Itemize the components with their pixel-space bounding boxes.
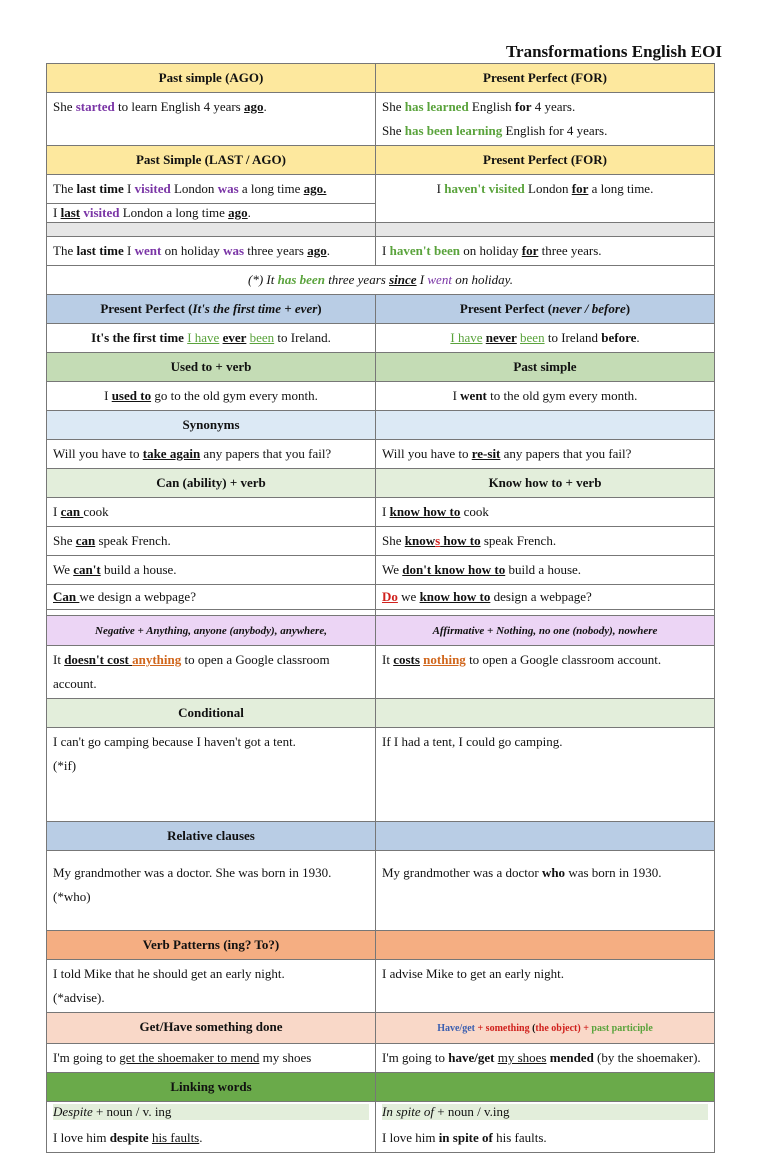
example-cell: Despite + noun / v. ing I love him despite his faults.	[47, 1102, 376, 1153]
table-row	[47, 1044, 715, 1073]
section-header-past-simple: Past simple	[376, 353, 715, 382]
section-header-past-simple-ago: Past simple (AGO)	[47, 64, 376, 93]
table-row	[47, 728, 715, 822]
section-header-know-how-to: Know how to + verb	[376, 469, 715, 498]
table-row	[47, 585, 715, 610]
example-cell: I know how to cook	[376, 498, 715, 527]
example-cell: I can cook	[47, 498, 376, 527]
section-header-can-ability: Can (ability) + verb	[47, 469, 376, 498]
table-row	[47, 1073, 715, 1102]
example-cell: We can't build a house.	[47, 556, 376, 585]
example-cell: I went to the old gym every month.	[376, 382, 715, 411]
section-header-affirmative-nothing: Affirmative + Nothing, no one (nobody), nowhere	[376, 616, 715, 646]
table-row	[47, 498, 715, 527]
table-row	[47, 931, 715, 960]
table-row	[47, 93, 715, 146]
section-header-have-get-pattern: Have/get + something (the object) + past participle	[376, 1013, 715, 1044]
example-cell: She can speak French.	[47, 527, 376, 556]
example-cell: It doesn't cost anything to open a Google classroom account.	[47, 646, 376, 699]
section-header-relative-clauses: Relative clauses	[47, 822, 376, 851]
section-header-negative-anything: Negative + Anything, anyone (anybody), anywhere,	[47, 616, 376, 646]
table-row	[47, 295, 715, 324]
example-cell: I have never been to Ireland before.	[376, 324, 715, 353]
table-row	[47, 469, 715, 498]
despite-pattern: Despite + noun / v. ing	[53, 1104, 369, 1120]
section-header-present-perfect-for: Present Perfect (FOR)	[376, 64, 715, 93]
table-row	[47, 237, 715, 266]
example-cell: She started to learn English 4 years ago.	[47, 93, 376, 146]
table-row	[47, 64, 715, 93]
table-row	[47, 146, 715, 175]
section-header-conditional: Conditional	[47, 699, 376, 728]
example-cell: The last time I visited London was a long time ago. I last visited London a long time ago.	[47, 175, 376, 223]
example-cell: I haven't been on holiday for three years.	[376, 237, 715, 266]
since-note: (*) It has been three years since I went on holiday.	[47, 266, 715, 295]
example-cell: She has learned English for 4 years. She has been learning English for 4 years.	[376, 93, 715, 146]
section-header-get-have-done: Get/Have something done	[47, 1013, 376, 1044]
example-cell: I told Mike that he should get an early night. (*advise).	[47, 960, 376, 1013]
table-row	[47, 175, 715, 223]
example-cell: Do we know how to design a webpage?	[376, 585, 715, 610]
example-cell: It's the first time I have ever been to Ireland.	[47, 324, 376, 353]
table-row	[47, 411, 715, 440]
table-row	[47, 440, 715, 469]
transformations-table	[46, 63, 715, 1153]
table-row	[47, 646, 715, 699]
spacer-row	[47, 223, 715, 237]
example-cell: In spite of + noun / v.ing I love him in spite of his faults.	[376, 1102, 715, 1153]
example-cell: I advise Mike to get an early night.	[376, 960, 715, 1013]
example-cell: Will you have to re-sit any papers that you fail?	[376, 440, 715, 469]
table-row	[47, 851, 715, 931]
table-row	[47, 822, 715, 851]
example-cell: She knows how to speak French.	[376, 527, 715, 556]
table-row	[47, 616, 715, 646]
section-header-past-simple-last-ago: Past Simple (LAST / AGO)	[47, 146, 376, 175]
section-header-linking-words: Linking words	[47, 1073, 376, 1102]
section-header-never-before: Present Perfect (never / before)	[376, 295, 715, 324]
section-header-present-perfect-for: Present Perfect (FOR)	[376, 146, 715, 175]
example-cell: If I had a tent, I could go camping.	[376, 728, 715, 822]
example-cell: I can't go camping because I haven't got a tent. (*if)	[47, 728, 376, 822]
example-cell: We don't know how to build a house.	[376, 556, 715, 585]
section-header-synonyms: Synonyms	[47, 411, 376, 440]
table-row	[47, 527, 715, 556]
section-header-first-time: Present Perfect (It's the first time + ever)	[47, 295, 376, 324]
table-row	[47, 699, 715, 728]
table-row	[47, 1013, 715, 1044]
note-row	[47, 266, 715, 295]
in-spite-of-pattern: In spite of + noun / v.ing	[382, 1104, 708, 1120]
example-cell: Will you have to take again any papers that you fail?	[47, 440, 376, 469]
example-cell: I haven't visited London for a long time.	[376, 175, 715, 223]
section-header-verb-patterns: Verb Patterns (ing? To?)	[47, 931, 376, 960]
document-title: Transformations English EOI	[505, 42, 722, 61]
table-row	[47, 556, 715, 585]
table-row	[47, 1102, 715, 1153]
table-row	[47, 382, 715, 411]
example-cell: I'm going to get the shoemaker to mend my shoes	[47, 1044, 376, 1073]
example-cell: My grandmother was a doctor. She was born in 1930. (*who)	[47, 851, 376, 931]
example-cell: I'm going to have/get my shoes mended (by the shoemaker).	[376, 1044, 715, 1073]
table-row	[47, 960, 715, 1013]
example-cell: Can we design a webpage?	[47, 585, 376, 610]
table-row	[47, 353, 715, 382]
section-header-used-to: Used to + verb	[47, 353, 376, 382]
example-cell: I used to go to the old gym every month.	[47, 382, 376, 411]
example-cell: The last time I went on holiday was three years ago.	[47, 237, 376, 266]
example-cell: It costs nothing to open a Google classroom account.	[376, 646, 715, 699]
example-cell: My grandmother was a doctor who was born in 1930.	[376, 851, 715, 931]
table-row	[47, 324, 715, 353]
